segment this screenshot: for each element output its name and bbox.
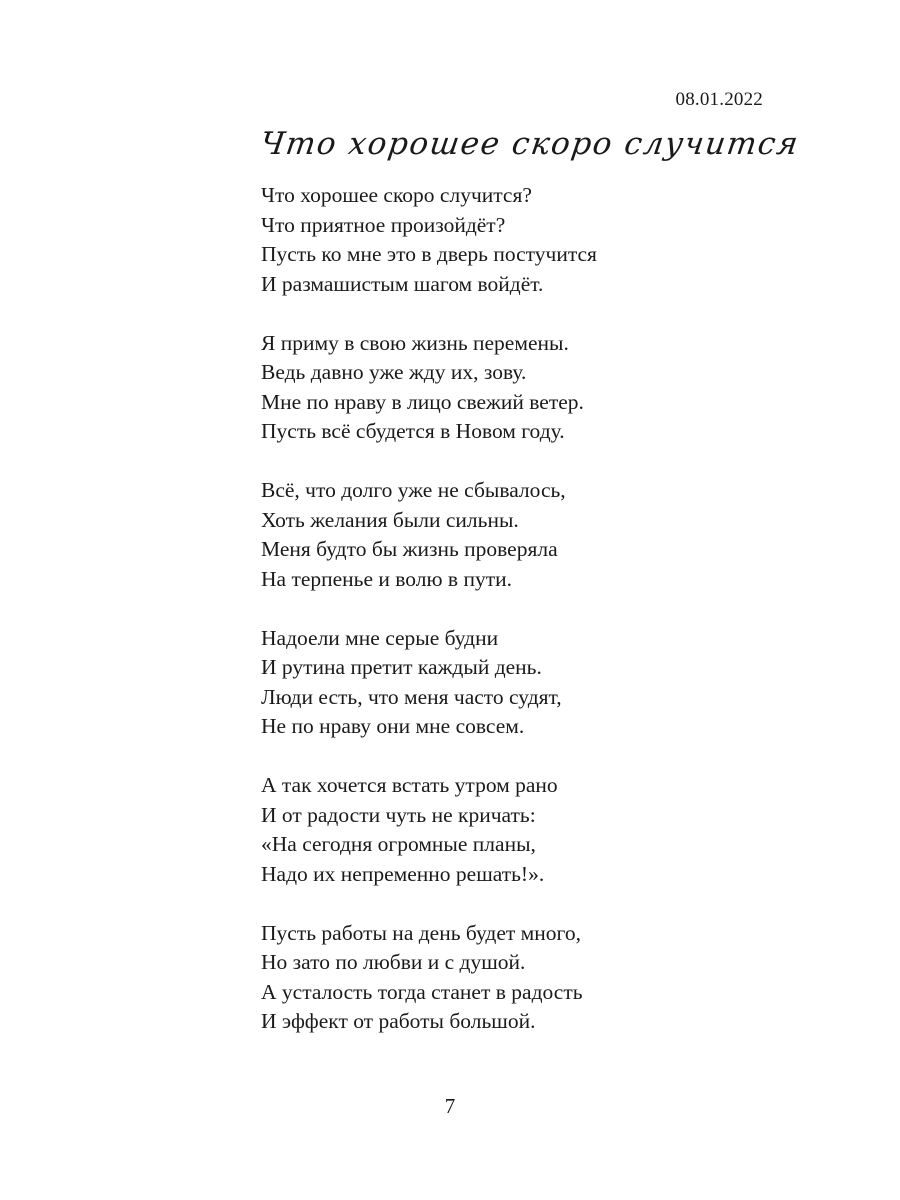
poem-line: Пусть работы на день будет много,: [261, 920, 581, 945]
poem-line: Но зато по любви и с душой.: [261, 950, 526, 974]
poem-date: 08.01.2022: [675, 89, 763, 110]
poem-line: На терпенье и волю в пути.: [261, 566, 512, 591]
poem-line: Что хорошее скоро случится?: [261, 183, 532, 207]
poem-line: А так хочется встать утром рано: [261, 773, 558, 797]
poem-line: А усталость тогда станет в радость: [261, 979, 583, 1004]
poem-line: И размашистым шагом войдёт.: [261, 271, 544, 296]
stanza: [261, 771, 761, 889]
stanza: [261, 476, 761, 594]
poem-line: Хоть желания были сильны.: [261, 507, 519, 532]
poem-line: Надо их непременно решать!».: [261, 861, 545, 886]
poem-line: И эффект от работы большой.: [261, 1009, 536, 1033]
poem-line: И рутина претит каждый день.: [261, 655, 542, 679]
stanza: [261, 181, 761, 299]
poem-line: Я приму в свою жизнь перемены.: [261, 330, 569, 355]
poem-line: «На сегодня огромные планы,: [261, 832, 536, 856]
stanza: [261, 329, 761, 447]
poem-line: Не по нраву они мне совсем.: [261, 714, 525, 738]
stanza: [261, 624, 761, 742]
poem-line: Ведь давно уже жду их, зову.: [261, 360, 527, 384]
poem-line: Всё, что долго уже не сбывалось,: [261, 478, 566, 502]
poem-title: Что хорошее скоро случится: [258, 126, 802, 162]
poem-line: И от радости чуть не кричать:: [261, 802, 536, 827]
poem-line: Что приятное произойдёт?: [261, 212, 506, 237]
poem-line: Мне по нраву в лицо свежий ветер.: [261, 389, 584, 414]
poem-line: Меня будто бы жизнь проверяла: [261, 537, 558, 561]
poem-line: Надоели мне серые будни: [261, 625, 499, 650]
poem-line: Люди есть, что меня часто судят,: [261, 684, 562, 709]
poem-line: Пусть ко мне это в дверь постучится: [261, 242, 597, 266]
poem-line: Пусть всё сбудется в Новом году.: [261, 419, 565, 443]
poem-body: [261, 181, 761, 1066]
page-number: 7: [444, 1094, 456, 1118]
stanza: [261, 919, 761, 1037]
